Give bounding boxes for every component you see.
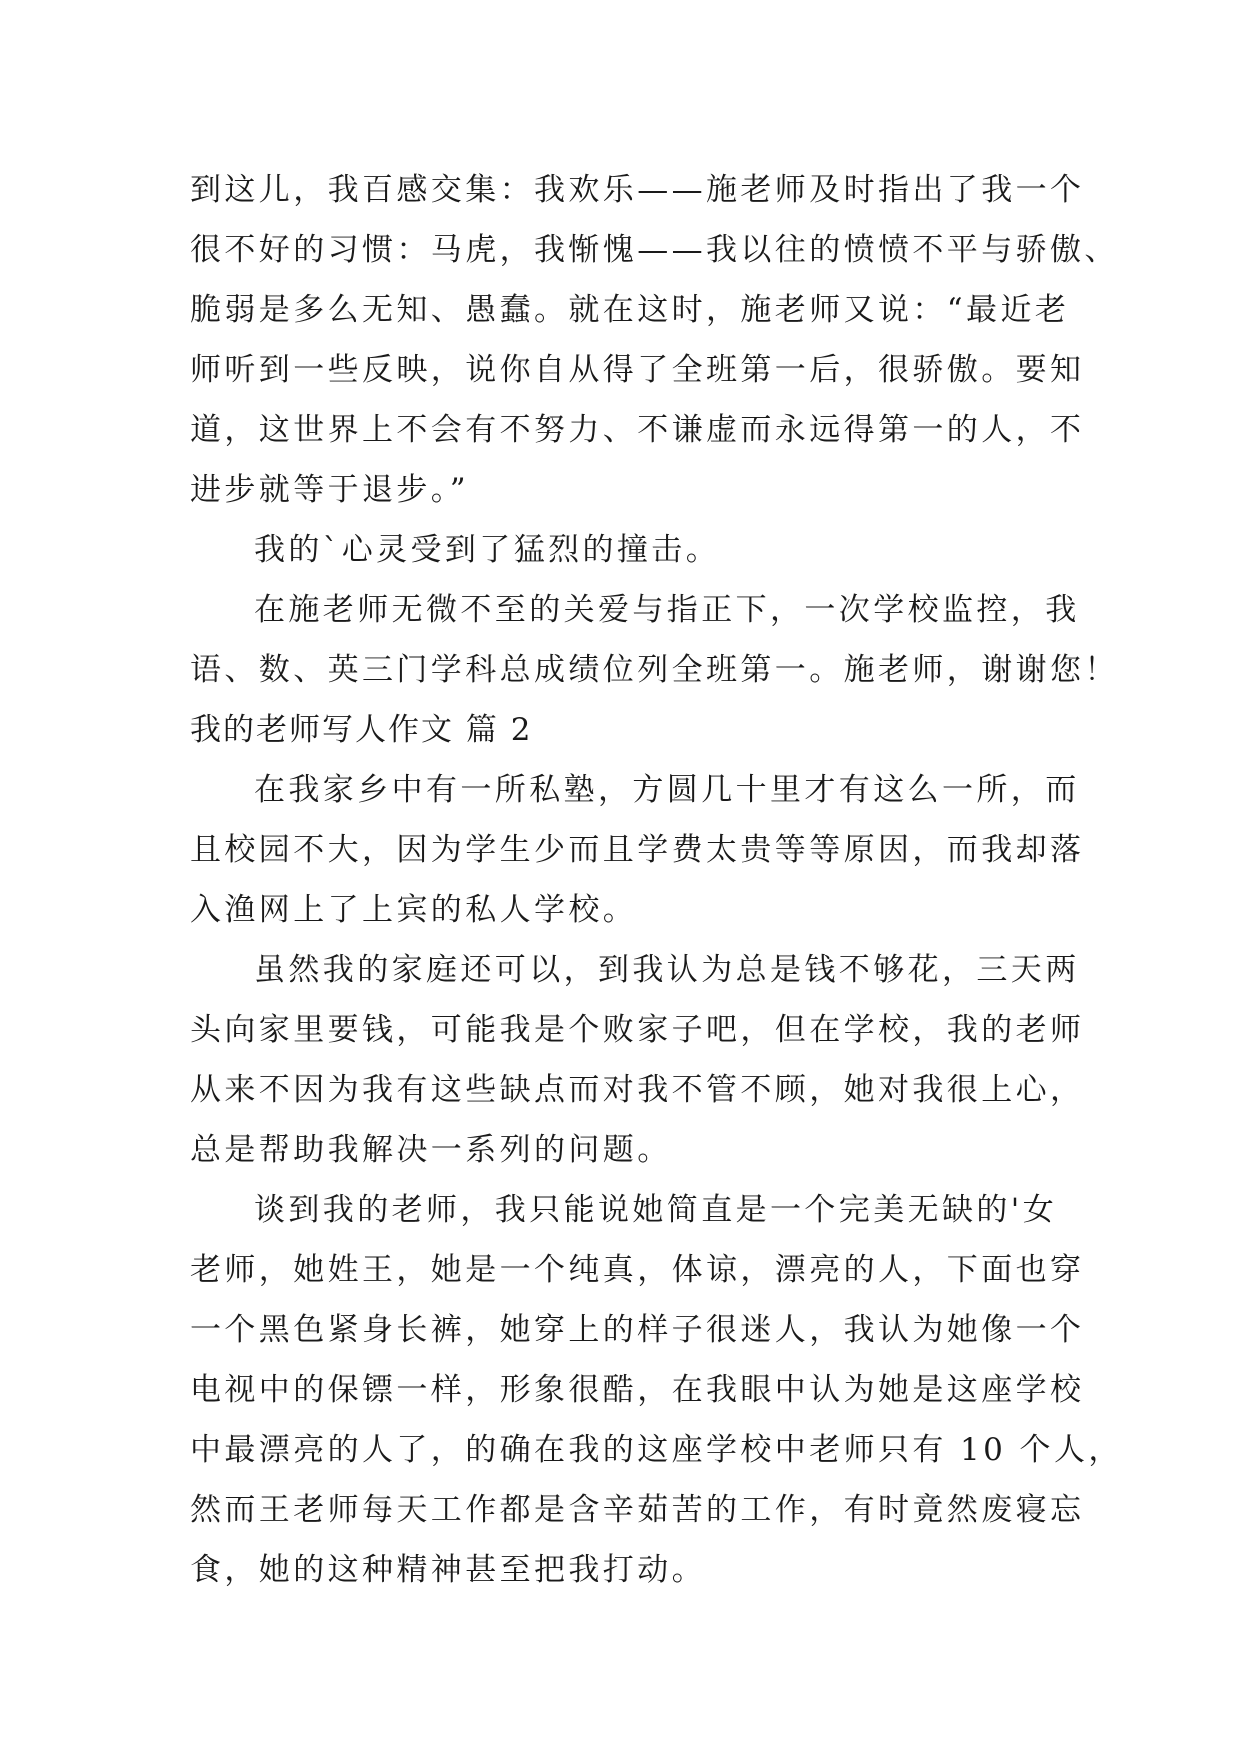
paragraph-start: 在施老师无微不至的关爱与指正下，一次学校监控，我 xyxy=(254,592,1080,628)
text-line: 进步就等于退步。” xyxy=(190,472,469,508)
paragraph-start: 虽然我的家庭还可以，到我认为总是钱不够花，三天两 xyxy=(254,952,1080,988)
section-heading: 我的老师写人作文 篇 2 xyxy=(190,712,533,748)
text-line: 且校园不大，因为学生少而且学费太贵等等原因，而我却落 xyxy=(190,832,1085,868)
text-line: 头向家里要钱，可能我是个败家子吧，但在学校，我的老师 xyxy=(190,1012,1085,1048)
paragraph-start: 在我家乡中有一所私塾，方圆几十里才有这么一所，而 xyxy=(254,772,1080,808)
text-line: 脆弱是多么无知、愚蠢。就在这时，施老师又说：“最近老 xyxy=(190,292,1070,328)
document-body xyxy=(190,160,1123,1600)
text-line: 然而王老师每天工作都是含辛茹苦的工作，有时竟然废寝忘 xyxy=(190,1492,1085,1528)
text-line: 从来不因为我有这些缺点而对我不管不顾，她对我很上心， xyxy=(190,1072,1085,1108)
text-line: 食，她的这种精神甚至把我打动。 xyxy=(190,1552,706,1588)
text-line: 师听到一些反映，说你自从得了全班第一后，很骄傲。要知 xyxy=(190,352,1085,388)
text-line: 一个黑色紧身长裤，她穿上的样子很迷人，我认为她像一个 xyxy=(190,1312,1085,1348)
text-line: 入渔网上了上宾的私人学校。 xyxy=(190,892,638,928)
text-line: 中最漂亮的人了，的确在我的这座学校中老师只有 10 个人， xyxy=(190,1432,1123,1468)
paragraph-start: 谈到我的老师，我只能说她简直是一个完美无缺的'女 xyxy=(254,1192,1058,1228)
paragraph-start: 我的`心灵受到了猛烈的撞击。 xyxy=(254,532,721,568)
text-line: 语、数、英三门学科总成绩位列全班第一。施老师，谢谢您！ xyxy=(190,652,1119,688)
text-line: 到这儿，我百感交集：我欢乐——施老师及时指出了我一个 xyxy=(190,172,1085,208)
text-line: 很不好的习惯：马虎，我惭愧——我以往的愤愤不平与骄傲、 xyxy=(190,232,1119,268)
text-line: 电视中的保镖一样，形象很酷，在我眼中认为她是这座学校 xyxy=(190,1372,1085,1408)
text-line: 总是帮助我解决一系列的问题。 xyxy=(190,1132,672,1168)
text-line: 道，这世界上不会有不努力、不谦虚而永远得第一的人，不 xyxy=(190,412,1085,448)
text-line: 老师，她姓王，她是一个纯真，体谅，漂亮的人，下面也穿 xyxy=(190,1252,1085,1288)
